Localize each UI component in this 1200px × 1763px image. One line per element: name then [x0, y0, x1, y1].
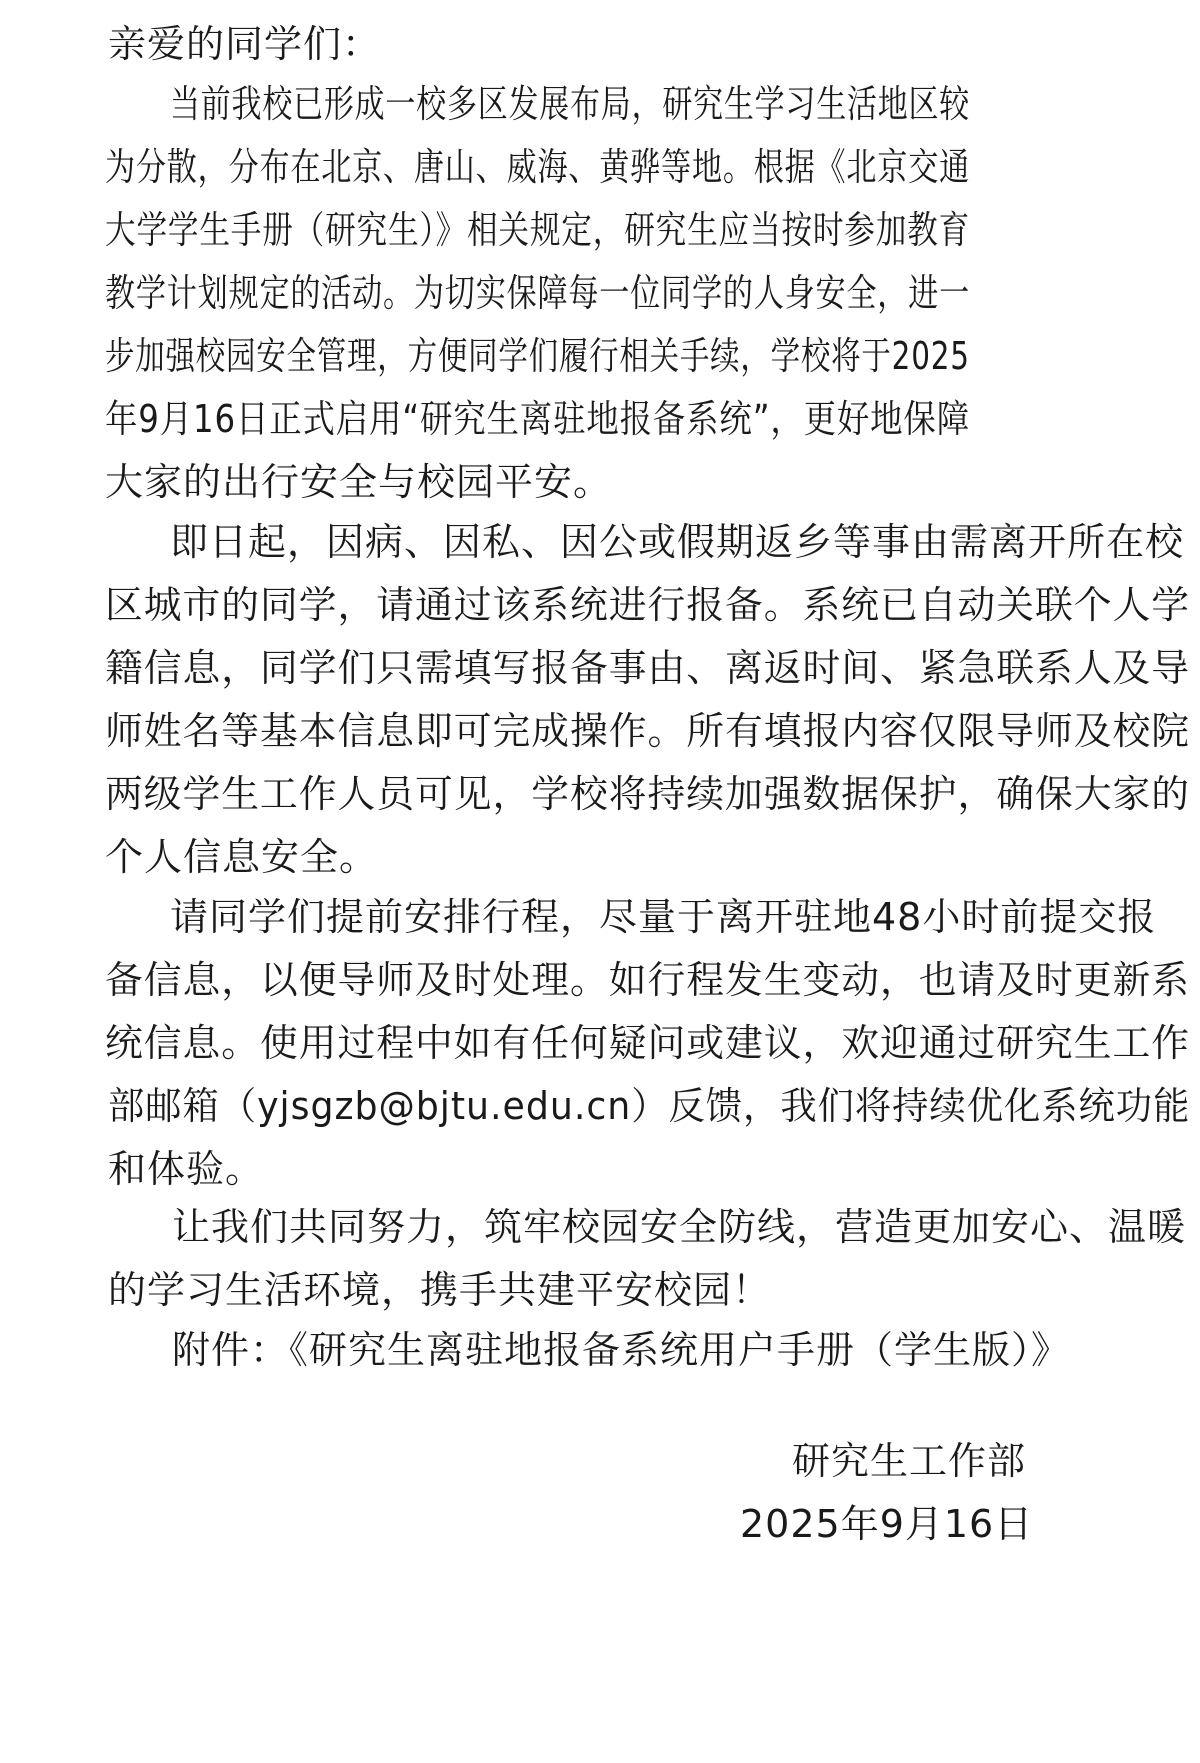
paragraph-line: 教学计划规定的活动。为切实保障每一位同学的人身安全，进一: [105, 271, 970, 315]
paragraph-line: 个人信息安全。: [105, 835, 379, 879]
paragraph-line: 请同学们提前安排行程，尽量于离开驻地48小时前提交报: [170, 895, 1157, 939]
paragraph-line: 备信息，以便导师及时处理。如行程发生变动，也请及时更新系: [105, 958, 1191, 1002]
paragraph-line: 当前我校已形成一校多区发展布局，研究生学习生活地区较: [170, 82, 971, 126]
paragraph-line: 年9月16日正式启用“研究生离驻地报备系统”，更好地保障: [105, 397, 970, 441]
paragraph-line: 步加强校园安全管理，方便同学们履行相关手续，学校将于2025: [105, 334, 970, 378]
paragraph-line: 籍信息，同学们只需填写报备事由、离返时间、紧急联系人及导: [105, 646, 1191, 690]
greeting: 亲爱的同学们：: [108, 22, 382, 66]
paragraph-line: 两级学生工作人员可见，学校将持续加强数据保护，确保大家的: [105, 772, 1191, 816]
paragraph-line: 部邮箱（yjsgzb@bjtu.edu.cn）反馈，我们将持续优化系统功能: [108, 1084, 1191, 1128]
paragraph-line: 师姓名等基本信息即可完成操作。所有填报内容仅限导师及校院: [105, 709, 1191, 753]
paragraph-line: 和体验。: [108, 1147, 265, 1191]
paragraph-line: 统信息。使用过程中如有任何疑问或建议，欢迎通过研究生工作: [105, 1021, 1191, 1065]
signature-department: 研究生工作部: [792, 1439, 1027, 1483]
paragraph-line: 让我们共同努力，筑牢校园安全防线，营造更加安心、温暖: [172, 1205, 1187, 1249]
paragraph-line: 区城市的同学，请通过该系统进行报备。系统已自动关联个人学: [105, 583, 1191, 627]
attachment-reference: 附件：《研究生离驻地报备系统用户手册（学生版）》: [172, 1328, 1071, 1372]
paragraph-line: 的学习生活环境，携手共建平安校园！: [108, 1268, 772, 1312]
paragraph-line: 为分散，分布在北京、唐山、威海、黄骅等地。根据《北京交通: [105, 145, 970, 189]
signature-date: 2025年9月16日: [740, 1502, 1034, 1546]
paragraph-line: 大家的出行安全与校园平安。: [105, 460, 613, 504]
paragraph-line: 大学学生手册（研究生）》相关规定，研究生应当按时参加教育: [105, 208, 971, 252]
paragraph-line: 即日起，因病、因私、因公或假期返乡等事由需离开所在校: [170, 520, 1185, 564]
